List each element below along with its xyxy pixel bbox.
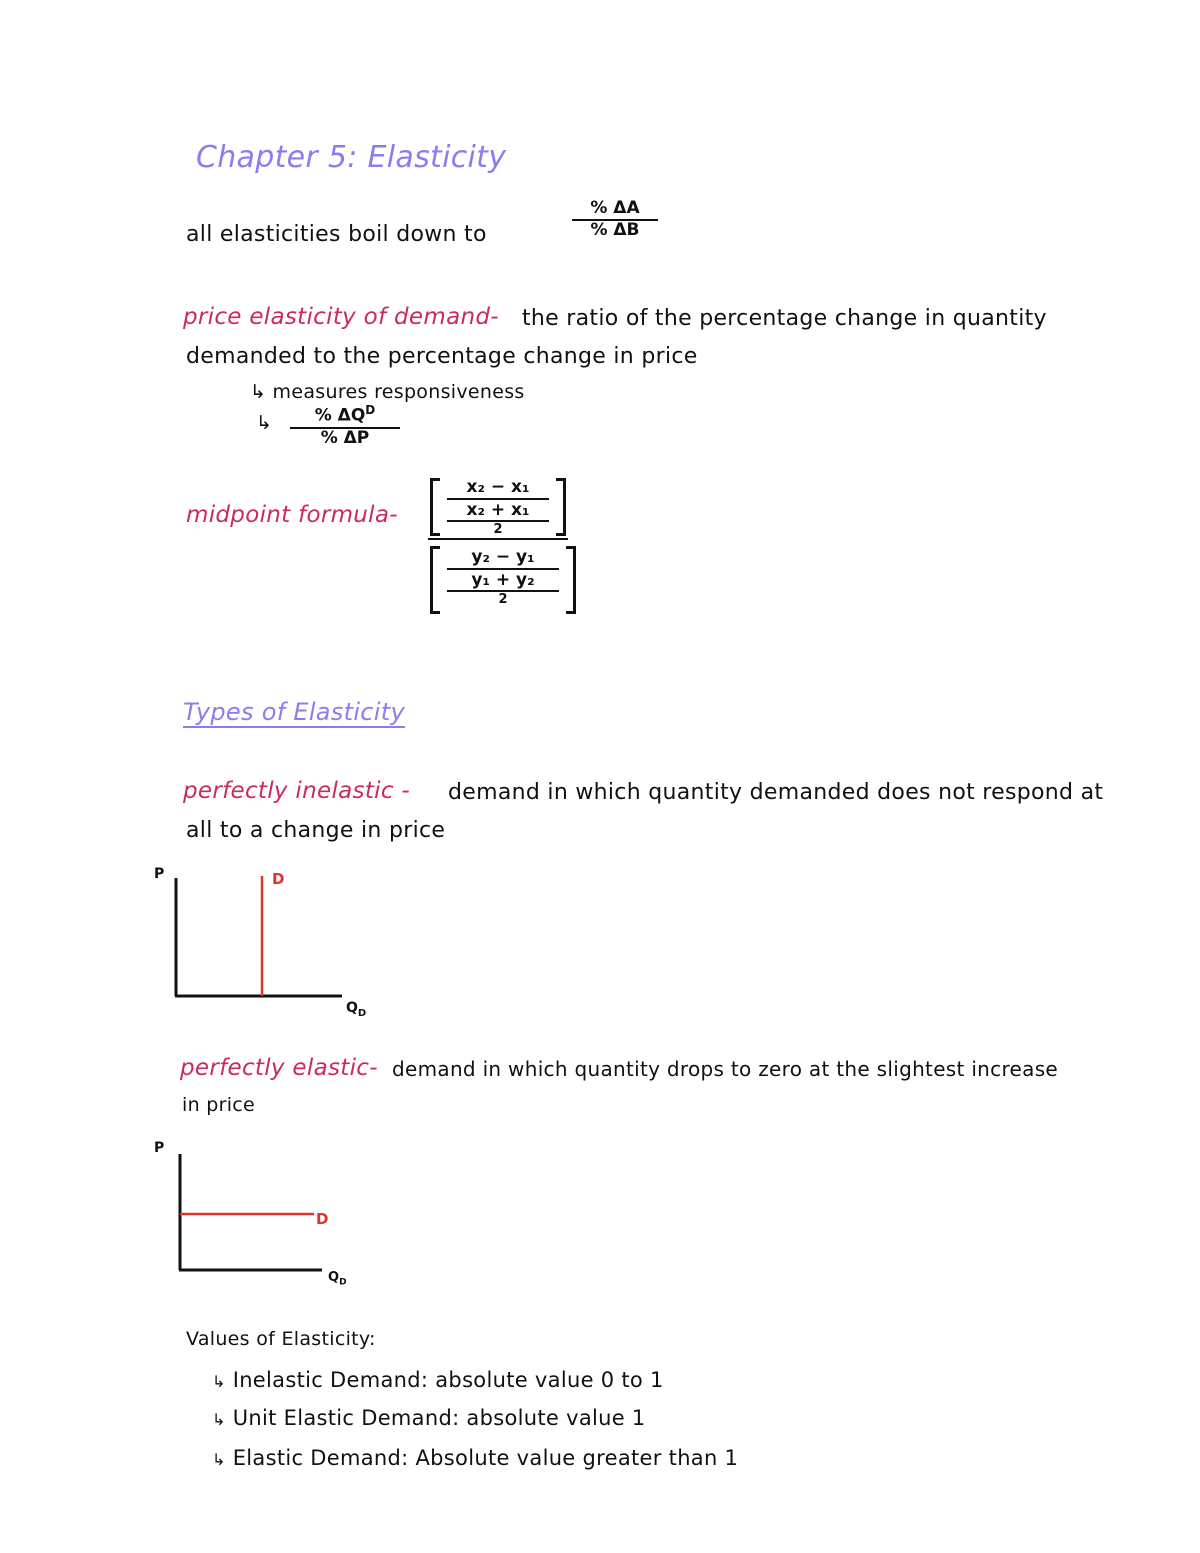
values-heading: Values of Elasticity: [186,1328,376,1350]
intro-text: all elasticities boil down to [186,222,487,247]
ped-bullet-arrow: ↳ [256,412,273,434]
ped-definition-line2: demanded to the percentage change in price [186,344,698,369]
y-axis-label: P [154,1140,165,1156]
arrow-icon: ↳ [212,1372,226,1391]
midpoint-bottom-numerator: y₂ − y₁ [471,547,535,567]
arrow-icon: ↳ [212,1450,226,1469]
ped-fraction [290,404,400,447]
values-item-text: Elastic Demand: Absolute value greater than 1 [232,1446,739,1470]
midpoint-formula [428,474,578,620]
inelastic-term: perfectly inelastic - [183,778,410,804]
values-item-unit [212,1406,646,1430]
inelastic-definition-line2: all to a change in price [186,818,446,843]
values-item-text: Inelastic Demand: absolute value 0 to 1 [232,1368,664,1392]
values-item-text: Unit Elastic Demand: absolute value 1 [232,1406,646,1430]
arrow-icon: ↳ [212,1410,226,1429]
x-axis-subscript: D [339,1277,347,1288]
elastic-definition-line1: demand in which quantity drops to zero at the slightest increase [392,1057,1059,1081]
midpoint-main-bar [428,538,568,540]
elastic-graph [150,1138,370,1288]
intro-fraction [572,200,658,240]
midpoint-bottom-bracket [430,546,576,614]
intro-fraction-numerator: % ΔA [590,198,640,218]
inelastic-graph [150,864,380,1024]
x-axis-label: $Q_D$ [346,1000,367,1019]
values-item-inelastic [212,1368,664,1392]
midpoint-top-bracket [430,478,566,536]
y-axis-label: P [154,866,165,882]
ped-term: price elasticity of demand- [183,304,499,330]
midpoint-top-denominator-2: 2 [493,522,503,538]
ped-definition-line1: the ratio of the percentage change in quantity [522,306,1047,331]
elastic-definition-line2: in price [182,1094,256,1116]
elastic-term: perfectly elastic- [180,1055,378,1081]
demand-curve-label: D [316,1210,329,1228]
ped-bullet-measures: ↳ measures responsiveness [250,381,525,403]
values-item-elastic [212,1446,738,1470]
midpoint-term: midpoint formula- [186,502,398,528]
elastic-graph-svg [150,1138,370,1288]
types-heading: Types of Elasticity [183,698,405,726]
x-axis-subscript: D [357,1007,367,1019]
inelastic-definition-line1: demand in which quantity demanded does not respond at [448,780,1104,805]
midpoint-bottom-denominator-2: 2 [498,592,508,608]
midpoint-top-numerator: x₂ − x₁ [466,477,530,497]
ped-fraction-numerator: % $\Delta Q^D$ [314,403,376,426]
ped-fraction-denominator: % ΔP [320,427,370,448]
page-title: Chapter 5: Elasticity [196,140,507,175]
intro-fraction-denominator: % ΔB [590,219,640,240]
midpoint-top-denominator: x₂ + x₁ [466,499,530,520]
x-axis-label: $Q_D$ [328,1270,347,1288]
demand-curve-label: D [272,870,285,888]
midpoint-bottom-denominator: y₁ + y₂ [471,569,535,590]
demand-superscript: D [365,403,376,417]
